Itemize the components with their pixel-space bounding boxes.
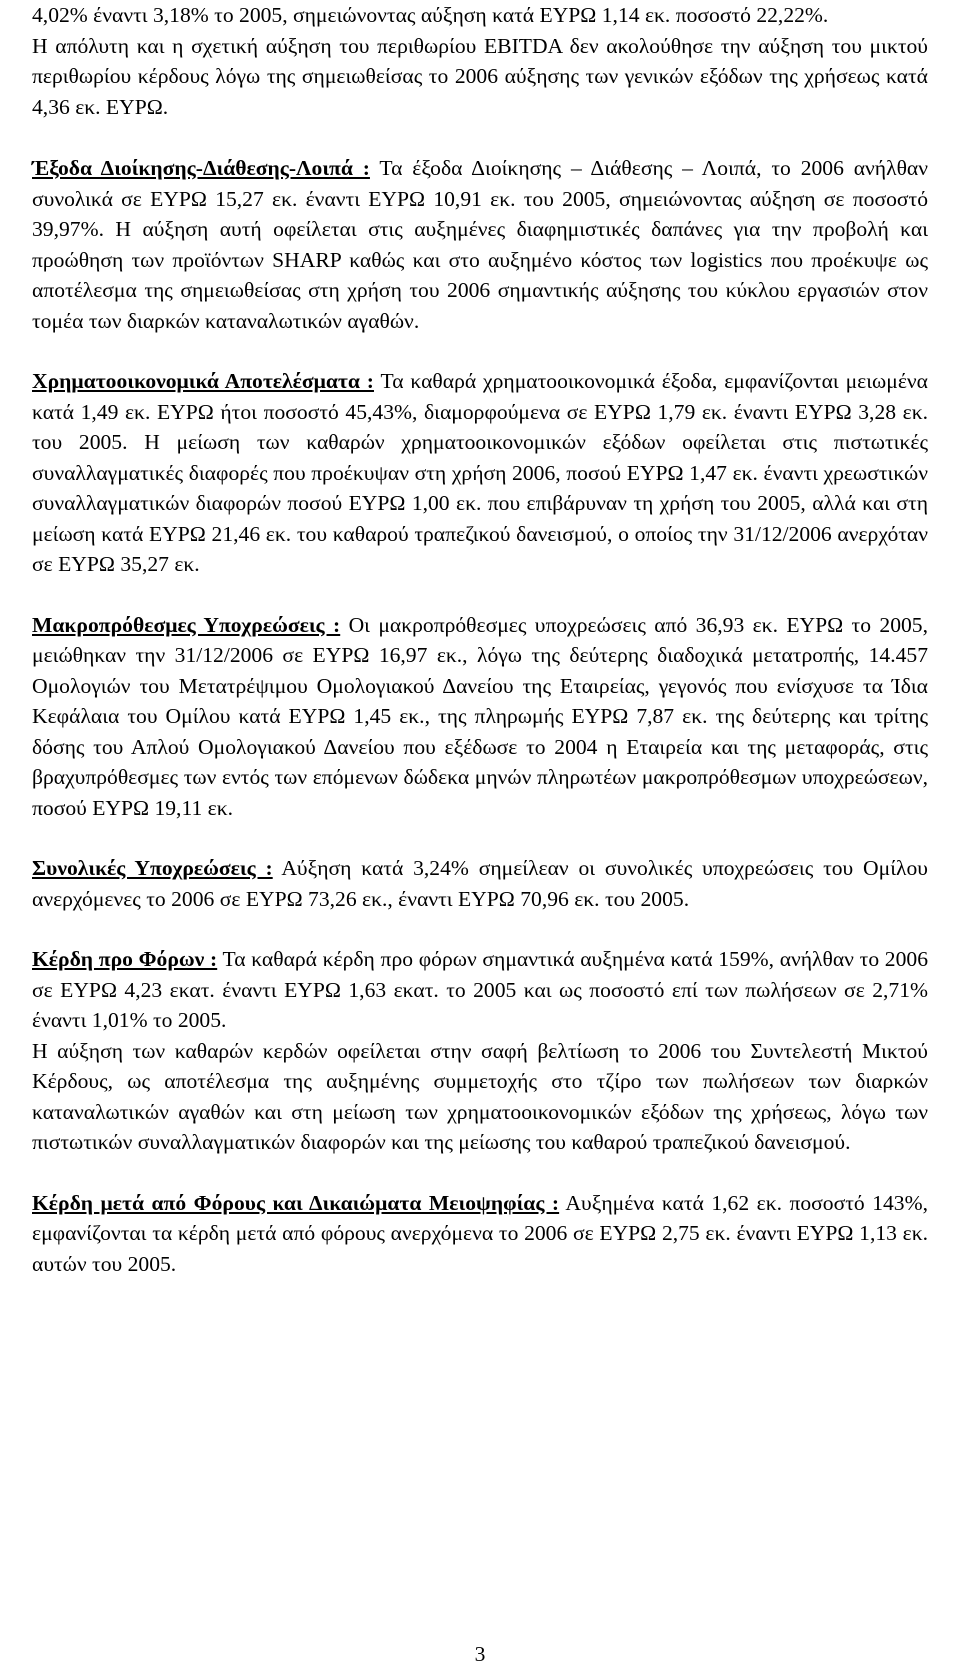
section-heading: Κέρδη προ Φόρων : — [32, 947, 218, 971]
section-heading: Μακροπρόθεσμες Υποχρεώσεις : — [32, 612, 341, 637]
section-body: Αύξηση κατά 3,24% σημείλεαν οι συνολικές υποχρεώσεις του Ομίλου ανερχόμενες το 2006 σε ΕΥΡΩ 73,26 εκ., έναντι ΕΥΡΩ 70,96 εκ. του 2005. — [32, 856, 929, 911]
page-number: 3 — [474, 1642, 486, 1666]
section-heading: Κέρδη μετά από Φόρους και Δικαιώματα Μειοψηφίας : — [32, 1190, 560, 1215]
section-financial-results — [32, 366, 928, 580]
section-body: Τα έξοδα Διοίκησης – Διάθεσης – Λοιπά, το 2006 ανήλθαν συνολικά σε ΕΥΡΩ 15,27 εκ. έναντι ΕΥΡΩ 10,91 εκ. του 2005, σημειώνοντας αύξηση σε ποσοστό 39,97%. Η αύξηση αυτή οφείλεται στις αυξημένες διαφημιστικές δαπάνες για την προβολή και προώθηση των προϊόντων SHARP καθώς και στο αυξημένο κόστος των logistics που προέκυψε ως αποτέλεσμα της σημειωθείσας στη χρήση του 2006 σημαντικής αύξησης του κύκλου εργασιών στον τομέα των διαρκών καταναλωτικών αγαθών. — [32, 156, 928, 333]
section-pretax-profit-continuation: Η αύξηση των καθαρών κερδών οφείλεται στην σαφή βελτίωση το 2006 του Συντελεστή Μικτού Κέρδους, ως αποτέλεσμα της αυξημένης συμμετοχής στο τζίρο των πωλήσεων των διαρκών καταναλωτικών αγαθών και στη μείωση των χρηματοοικονομικών εξόδων της χρήσεως, λόγω των πιστωτικών συναλλαγματικών διαφορών και της μείωσης του καθαρού τραπεζικού δανεισμού. — [32, 1038, 928, 1154]
spacer — [32, 823, 928, 853]
section-admin-expenses — [32, 153, 928, 336]
spacer — [32, 1158, 928, 1188]
section-body: Τα καθαρά χρηματοοικονομικά έξοδα, εμφανίζονται μειωμένα κατά 1,49 εκ. ΕΥΡΩ ήτοι ποσοστό 45,43%, διαμορφούμενα σε ΕΥΡΩ 1,79 εκ. έναντι ΕΥΡΩ 3,28 εκ. του 2005. Η μείωση των καθαρών χρηματοοικονομικών εξόδων οφείλεται στις πιστωτικές συναλλαγματικές διαφορές που προέκυψαν στη χρήση 2006, ποσού ΕΥΡΩ 1,47 εκ. έναντι χρεωστικών συναλλαγματικών διαφορών ποσού ΕΥΡΩ 1,00 εκ. που επιβάρυναν τη χρήση του 2005, αλλά και στη μείωση κατά ΕΥΡΩ 21,46 εκ. του καθαρού τραπεζικού δανεισμού, ο οποίος την 31/12/2006 ανερχόταν σε ΕΥΡΩ 35,27 εκ. — [32, 369, 928, 576]
intro-paragraph: 4,02% έναντι 3,18% το 2005, σημειώνοντας αύξηση κατά ΕΥΡΩ 1,14 εκ. ποσοστό 22,22%. — [32, 3, 829, 27]
section-body: Αυξημένα κατά 1,62 εκ. ποσοστό 143%, εμφανίζονται τα κέρδη μετά από φόρους ανερχόμενα το 2006 σε ΕΥΡΩ 2,75 εκ. έναντι ΕΥΡΩ 1,13 εκ. αυτών του 2005. — [32, 1190, 928, 1276]
spacer — [32, 914, 928, 944]
spacer — [32, 336, 928, 366]
section-aftertax-profit — [32, 1188, 928, 1280]
document-page — [32, 0, 928, 1279]
section-pretax-profit — [32, 944, 928, 1036]
section-body: Οι μακροπρόθεσμες υποχρεώσεις από 36,93 εκ. ΕΥΡΩ το 2005, μειώθηκαν την 31/12/2006 σε ΕΥΡΩ 16,97 εκ., λόγω της δεύτερης διαδοχικά μετατροπής, 14.457 Ομολογιών του Μετατρέψιμου Ομολογιακού Δανείου της Εταιρείας, γεγονός που ενίσχυσε τα Ίδια Κεφάλαια του Ομίλου κατά ΕΥΡΩ 1,45 εκ., της πληρωμής ΕΥΡΩ 7,87 εκ. της δεύτερης και τρίτης δόσης του Απλού Ομολογιακού Δανείου που εξέδωσε το 2004 η Εταιρεία και της μεταφοράς, στις βραχυπρόθεσμες των εντός των επόμενων δώδεκα μηνών πληρωτέων μακροπρόθεσμων υποχρεώσεων, ποσού ΕΥΡΩ 19,11 εκ. — [32, 612, 928, 820]
spacer — [32, 580, 928, 610]
ebitda-paragraph: Η απόλυτη και η σχετική αύξηση του περιθωρίου EBITDA δεν ακολούθησε την αύξηση του μικτού περιθωρίου κέρδους λόγω της σημειωθείσας το 2006 αύξησης των γενικών εξόδων της χρήσεως κατά 4,36 εκ. ΕΥΡΩ. — [32, 33, 928, 119]
spacer — [32, 122, 928, 153]
section-total-liabilities — [32, 853, 928, 914]
section-heading: Έξοδα Διοίκησης-Διάθεσης-Λοιπά : — [32, 156, 370, 180]
section-heading: Χρηματοοικονομικά Αποτελέσματα : — [32, 369, 374, 393]
section-heading: Συνολικές Υποχρεώσεις : — [32, 856, 273, 880]
section-long-term-liabilities — [32, 610, 928, 824]
section-body: Τα καθαρά κέρδη προ φόρων σημαντικά αυξημένα κατά 159%, ανήλθαν το 2006 σε ΕΥΡΩ 4,23 εκατ. έναντι ΕΥΡΩ 1,63 εκατ. το 2005 και ως ποσοστό επί των πωλήσεων σε 2,71% έναντι 1,01% το 2005. — [32, 947, 928, 1032]
